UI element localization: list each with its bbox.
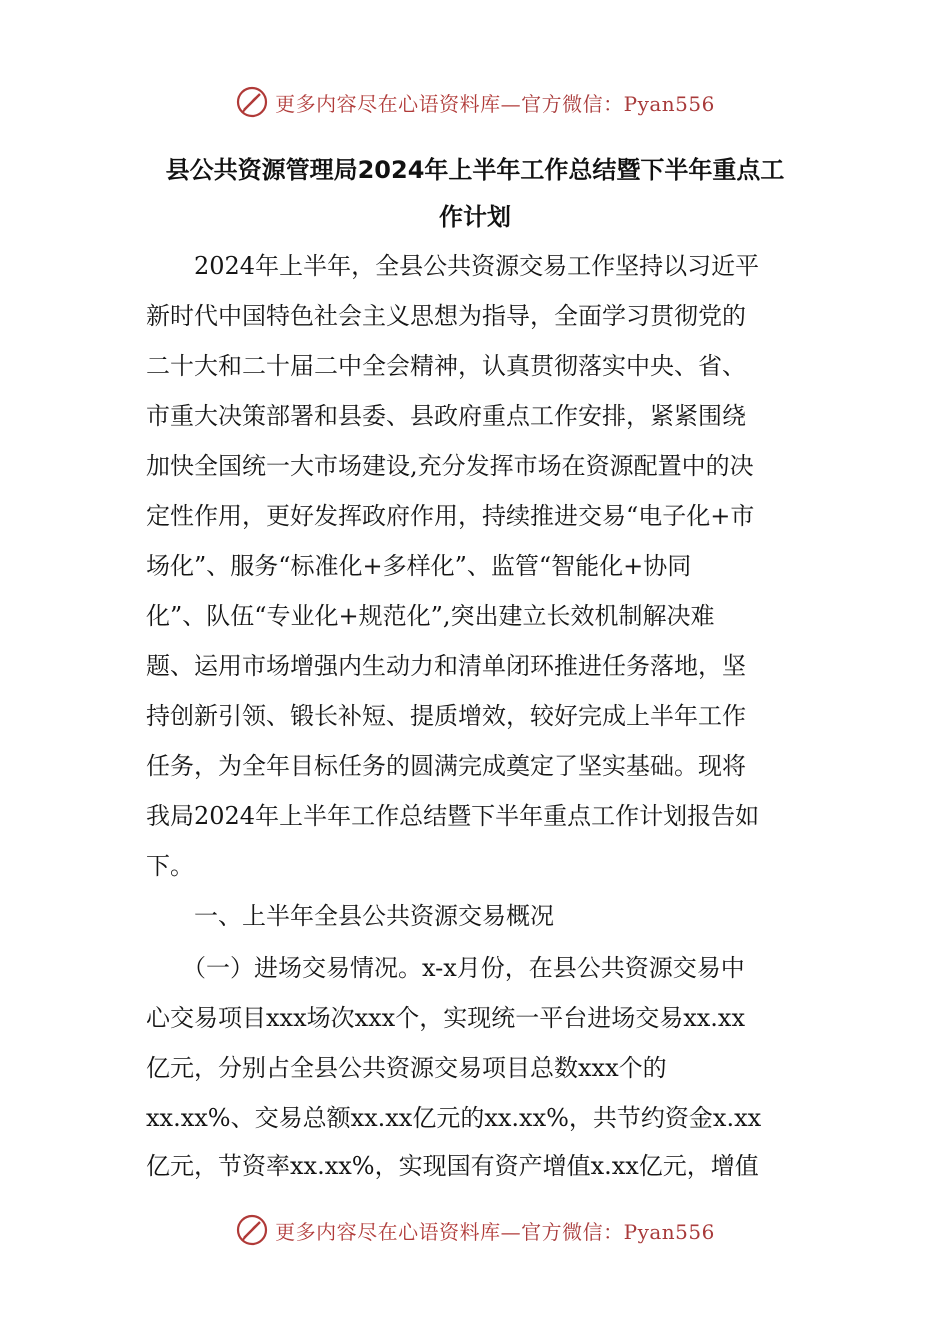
body-line: 加快全国统一大市场建设,充分发挥市场在资源配置中的决	[146, 452, 754, 480]
body-line: 定性作用，更好发挥政府作用，持续推进交易“电子化+市	[146, 502, 755, 530]
body-line: 下。	[146, 852, 194, 880]
body-line: 题、运用市场增强内生动力和清单闭环推进任务落地，坚	[146, 652, 746, 680]
watermark-text: 更多内容尽在心语资料库—官方微信：Pyan556	[275, 1219, 715, 1244]
body-line: 场化”、服务“标准化+多样化”、监管“智能化+协同	[146, 552, 692, 580]
body-line: 新时代中国特色社会主义思想为指导，全面学习贯彻党的	[146, 302, 746, 330]
body-line: xx.xx%、交易总额xx.xx亿元的xx.xx%，共节约资金x.xx	[146, 1104, 762, 1132]
body-line: 市重大决策部署和县委、县政府重点工作安排，紧紧围绕	[146, 402, 746, 430]
body-line: 亿元，节资率xx.xx%，实现国有资产增值x.xx亿元，增值	[146, 1152, 759, 1180]
body-line: （一）进场交易情况。x-x月份，在县公共资源交易中	[146, 954, 745, 982]
page-title-continued: 作计划	[439, 203, 511, 231]
body-line: 任务，为全年目标任务的圆满完成奠定了坚实基础。现将	[146, 752, 746, 780]
body-line: 心交易项目xxx场次xxx个，实现统一平台进场交易xx.xx	[146, 1004, 745, 1032]
body-line: 我局2024年上半年工作总结暨下半年重点工作计划报告如	[146, 802, 760, 830]
section-heading: 一、上半年全县公共资源交易概况	[146, 902, 554, 930]
watermark-footer	[0, 1208, 950, 1252]
watermark-header	[0, 80, 950, 124]
quill-logo-icon	[235, 1213, 269, 1247]
body-line: 二十大和二十届二中全会精神，认真贯彻落实中央、省、	[146, 352, 746, 380]
body-line: 化”、队伍“专业化+规范化”,突出建立长效机制解决难	[146, 602, 715, 630]
quill-logo-icon	[235, 85, 269, 119]
body-line: 2024年上半年，全县公共资源交易工作坚持以习近平	[146, 252, 760, 280]
page-title: 县公共资源管理局2024年上半年工作总结暨下半年重点工	[165, 156, 785, 184]
watermark-text: 更多内容尽在心语资料库—官方微信：Pyan556	[275, 91, 715, 116]
body-line: 持创新引领、锻长补短、提质增效，较好完成上半年工作	[146, 702, 746, 730]
body-line: 亿元，分别占全县公共资源交易项目总数xxx个的	[146, 1054, 667, 1082]
